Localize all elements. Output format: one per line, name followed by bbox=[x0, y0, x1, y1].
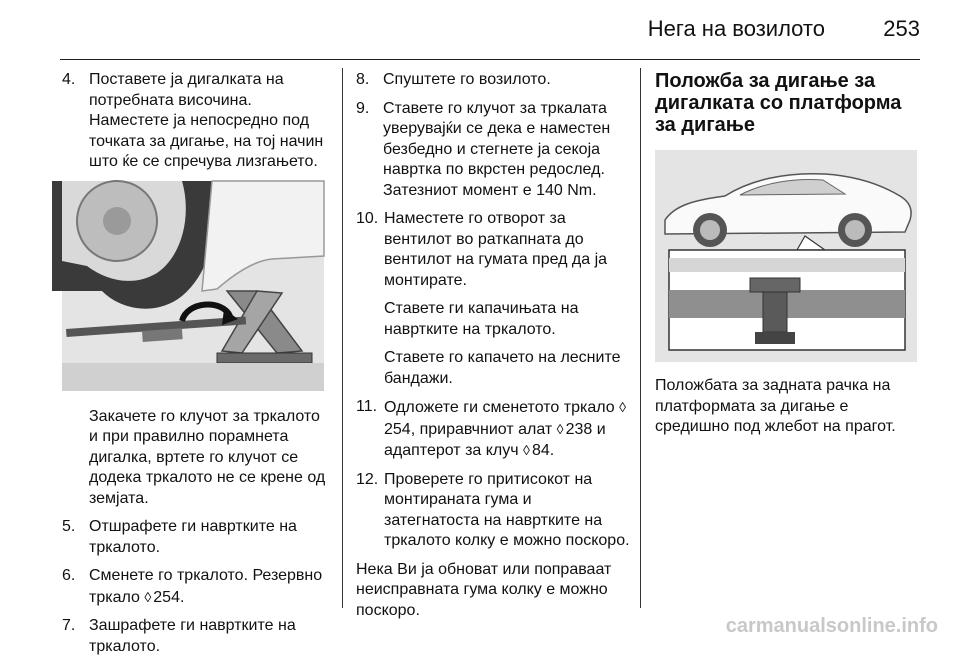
step-11 bbox=[356, 397, 631, 462]
jack-wheel-drawing bbox=[62, 181, 324, 391]
closing-note: Нека Ви ја обноват или поправаат неисправната гума колку е можно поскоро. bbox=[356, 560, 612, 619]
step-text: Проверете го притисокот на монтираната гума и затегнатоста на навртките на тркалото колку е можно поскоро. bbox=[384, 470, 630, 549]
page-header bbox=[60, 0, 920, 60]
step-number: 6. bbox=[62, 567, 76, 584]
column-divider bbox=[640, 68, 641, 608]
page-ref-icon: ◊ bbox=[619, 399, 626, 415]
step-text: Наместете го отворот за вентилот во раткапната до вентилот на гумата пред да ја монтирате. bbox=[384, 210, 608, 289]
step-text: Поставете ја дигалката на потребната височина. bbox=[89, 71, 284, 109]
page-ref-icon: ◊ bbox=[144, 588, 152, 605]
step-10 bbox=[356, 209, 631, 389]
step-number: 5. bbox=[62, 518, 76, 535]
step-number: 4. bbox=[62, 71, 76, 88]
page-ref[interactable]: 84. bbox=[531, 442, 555, 459]
step-text: Спуштете го возилото. bbox=[383, 71, 551, 88]
step-subtext: Ставете го капачето на лесните бандажи. bbox=[384, 349, 621, 387]
step-7 bbox=[62, 616, 327, 657]
figure-caption: Положбата за задната рачка на платформата за дигање е средишно под жлебот на прагот. bbox=[655, 377, 896, 435]
crank-instruction: Закачете го клучот за тркалото и при правилно порамнета дигалка, вртете го клучот се додека тркалото не се крене од земјата. bbox=[89, 407, 326, 507]
step-12 bbox=[356, 470, 631, 552]
column-1 bbox=[62, 70, 327, 665]
step-text: Отшрафете ги навртките на тркалото. bbox=[89, 518, 297, 556]
section-title: Положба за дигање за дигалката со платформа за дигање bbox=[655, 70, 902, 136]
step-number: 7. bbox=[62, 617, 76, 634]
step-5 bbox=[62, 517, 327, 558]
step-text: Зашрафете ги навртките на тркалото. bbox=[89, 617, 296, 655]
chapter-title: Нега на возилото bbox=[647, 16, 825, 41]
page-ref[interactable]: 238 bbox=[565, 420, 593, 438]
step-number: 9. bbox=[356, 99, 370, 117]
step-text: , приравчниот алат bbox=[410, 420, 553, 438]
step-text: Одложете ги сменетото тркало bbox=[384, 399, 615, 416]
column-3 bbox=[655, 70, 920, 438]
page-ref[interactable]: 254 bbox=[384, 420, 411, 438]
lift-point-illustration bbox=[655, 150, 917, 362]
jack-illustration bbox=[62, 181, 324, 391]
step-number: 8. bbox=[356, 71, 370, 88]
page-ref-icon: ◊ bbox=[556, 420, 564, 437]
car-lift-point-drawing bbox=[655, 150, 917, 362]
step-number: 12. bbox=[356, 470, 379, 488]
step-4 bbox=[62, 70, 327, 173]
step-number: 10. bbox=[356, 210, 379, 227]
step-text: Наместете ја непосредно под точката за дигање, на тој начин што ќе се спречува лизгањето. bbox=[89, 112, 324, 170]
step-number: 11. bbox=[356, 398, 378, 415]
step-text: Сменете го тркалото. Резервно тркало bbox=[89, 567, 323, 606]
watermark: carmanualsonline.info bbox=[725, 615, 938, 637]
step-6 bbox=[62, 566, 327, 608]
column-2 bbox=[356, 70, 631, 629]
column-divider bbox=[342, 68, 343, 608]
step-text: и адаптерот за клуч bbox=[384, 420, 606, 459]
page-ref-icon: ◊ bbox=[523, 442, 530, 458]
step-subtext: Ставете ги капачињата на навртките на тркалото. bbox=[384, 300, 579, 338]
step-8 bbox=[356, 70, 631, 91]
page-number: 253 bbox=[883, 16, 920, 41]
step-9 bbox=[356, 99, 631, 202]
step-text: Ставете го клучот за тркалата уверувајќи се дека е наместен безбедно и стегнете ја секоја навртка по вкрстен редослед. Затезниот момент е 140 Nm. bbox=[383, 99, 611, 199]
page-ref[interactable]: 254. bbox=[153, 588, 185, 606]
